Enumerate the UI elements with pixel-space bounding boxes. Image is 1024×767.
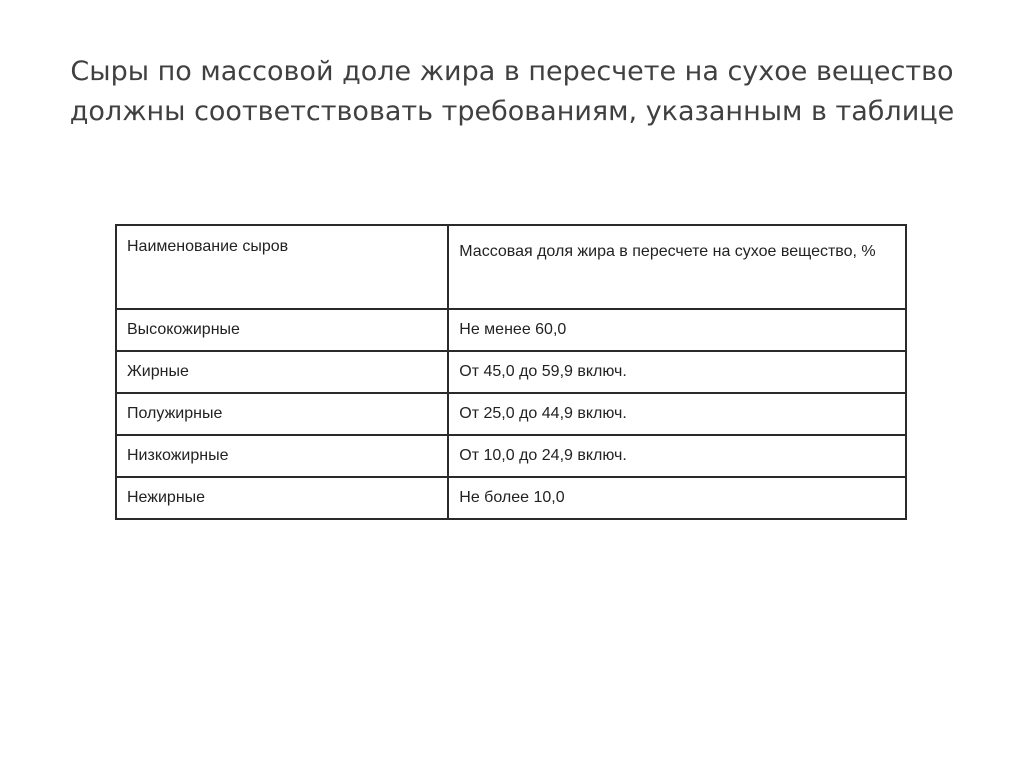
slide-title: [40, 52, 984, 132]
header-fat-fraction: Массовая доля жира в пересчете на сухое вещество, %: [448, 225, 906, 309]
slide-title-line-2: должны соответствовать требованиям, указанным в таблице: [69, 96, 955, 127]
cell-cheese-name: Полужирные: [116, 393, 448, 435]
cell-fat-fraction: Не менее 60,0: [448, 309, 906, 351]
cheese-fat-table: [115, 224, 907, 520]
cell-cheese-name: Высокожирные: [116, 309, 448, 351]
table-row: [116, 477, 906, 519]
table-row: [116, 393, 906, 435]
header-cheese-name: Наименование сыров: [116, 225, 448, 309]
cell-fat-fraction: От 25,0 до 44,9 включ.: [448, 393, 906, 435]
table-row: [116, 309, 906, 351]
cell-cheese-name: Низкожирные: [116, 435, 448, 477]
cell-fat-fraction: От 45,0 до 59,9 включ.: [448, 351, 906, 393]
cell-fat-fraction: Не более 10,0: [448, 477, 906, 519]
cell-cheese-name: Нежирные: [116, 477, 448, 519]
table-header-row: [116, 225, 906, 309]
cell-cheese-name: Жирные: [116, 351, 448, 393]
cell-fat-fraction: От 10,0 до 24,9 включ.: [448, 435, 906, 477]
table-row: [116, 351, 906, 393]
slide-title-line-1: Сыры по массовой доле жира в пересчете на сухое вещество: [70, 56, 954, 87]
table-row: [116, 435, 906, 477]
